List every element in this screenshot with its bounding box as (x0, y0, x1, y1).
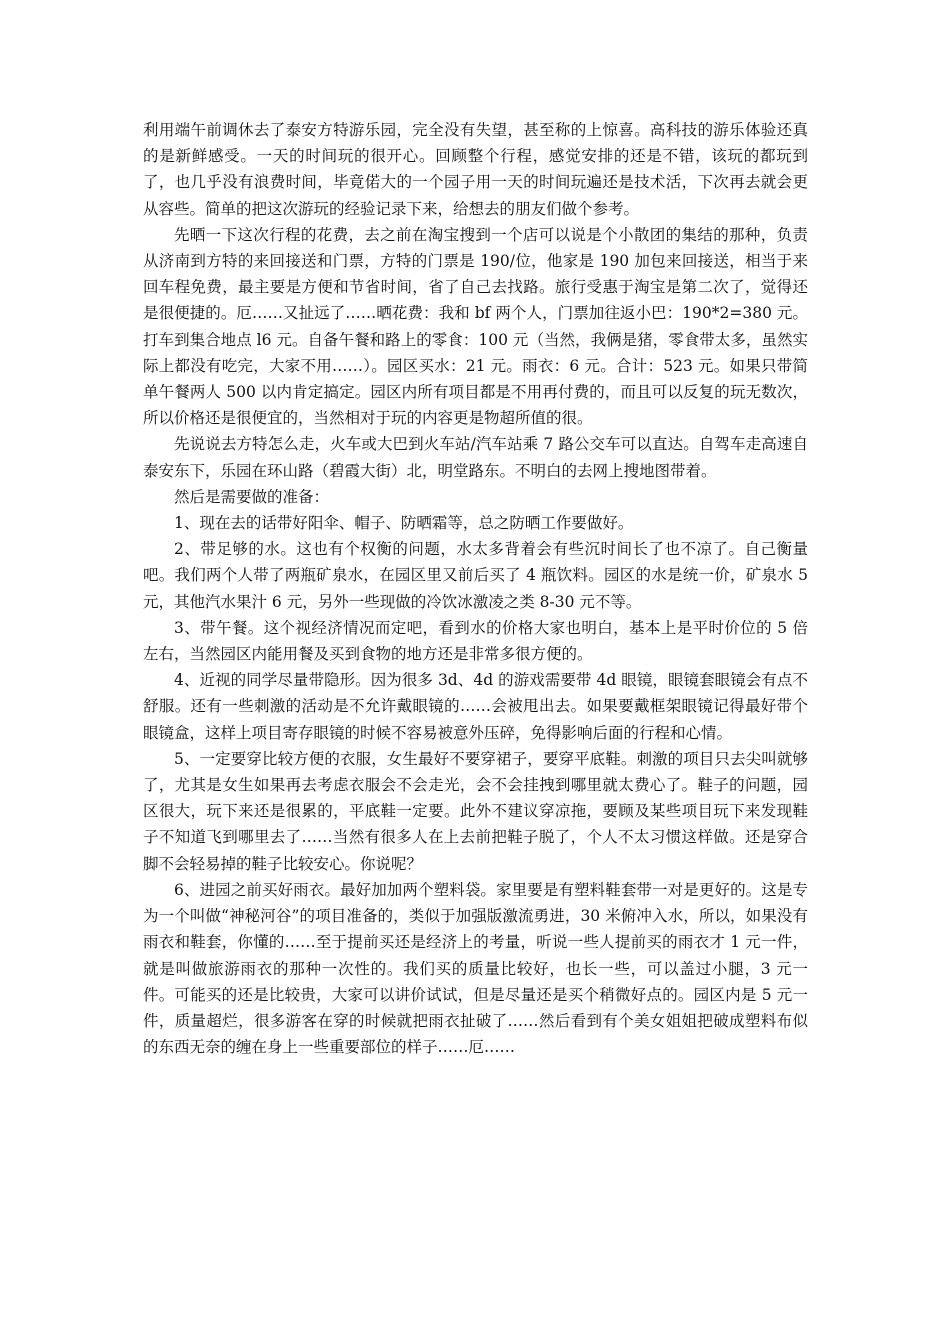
paragraph-preparation-heading: 然后是需要做的准备： (174, 487, 330, 506)
document-body (143, 117, 808, 1060)
paragraph-tip-water: 2、带足够的水。这也有个权衡的问题，水太多背着会有些沉时间长了也不凉了。自己衡量吧。我们两个人带了两瓶矿泉水，在园区里又前后买了 4 瓶饮料。园区的水是统一价，矿泉水 5 元，其他汽水果汁 6 元，另外一些现做的冷饮冰激凌之类 8-30 元不等。 (143, 540, 808, 611)
paragraph-tip-raincoat: 6、进园之前买好雨衣。最好加加两个塑料袋。家里要是有塑料鞋套带一对是更好的。这是专为一个叫做“神秘河谷”的项目准备的，类似于加强版激流勇进，30 米俯冲入水，所以，如果没有雨衣和鞋套，你懂的……至于提前买还是经济上的考量，听说一些人提前买的雨衣才 1 元一件，就是叫做旅游雨衣的那种一次性的。我们买的质量比较好，也长一些，可以盖过小腿，3 元一件。可能买的还是比较贵，大家可以讲价试试，但是尽量还是买个稍微好点的。园区内是 5 元一件，质量超烂，很多游客在穿的时候就把雨衣扯破了……然后看到有个美女姐姐把破成塑料布似的东西无奈的缠在身上一些重要部位的样子……厄…… (143, 880, 808, 1057)
paragraph-tip-lunch: 3、带午餐。这个视经济情况而定吧，看到水的价格大家也明白，基本上是平时价位的 5 倍左右，当然园区内能用餐及买到食物的地方还是非常多很方便的。 (143, 618, 808, 664)
paragraph-tip-sun-protection: 1、现在去的话带好阳伞、帽子、防晒霜等，总之防晒工作要做好。 (174, 514, 634, 533)
paragraph-intro: 利用端午前调休去了泰安方特游乐园，完全没有失望，甚至称的上惊喜。高科技的游乐体验还真的是新鲜感受。一天的时间玩的很开心。回顾整个行程，感觉安排的还是不错，该玩的都玩到了，也几乎没有浪费时间，毕竟偌大的一个园子用一天的时间玩遍还是技术活，下次再去就会更从容些。简单的把这次游玩的经验记录下来，给想去的朋友们做个参考。 (143, 121, 808, 218)
paragraph-directions: 先说说去方特怎么走，火车或大巴到火车站/汽车站乘 7 路公交车可以直达。自驾车走高速自泰安东下，乐园在环山路（碧霞大街）北，明堂路东。不明白的去网上搜地图带着。 (143, 435, 808, 480)
paragraph-costs: 先晒一下这次行程的花费，去之前在淘宝搜到一个店可以说是个小散团的集结的那种，负责从济南到方特的来回接送和门票，方特的门票是 190/位，他家是 190 加包来回接送，相当于来回车程免费，最主要是方便和节省时间，省了自己去找路。旅行受惠于淘宝是第二次了，觉得还是很便捷的。厄……又扯远了……晒花费：我和 bf 两个人，门票加往返小巴：190*2=380 元。打车到集合地点 l6 元。自备午餐和路上的零食：100 元（当然，我俩是猪，零食带太多，虽然实际上都没有吃完，大家不用……）。园区买水：21 元。雨衣：6 元。合计：523 元。如果只带简单午餐两人 500 以内肯定搞定。园区内所有项目都是不用再付费的，而且可以反复的玩无数次，所以价格还是很便宜的，当然相对于玩的内容更是物超所值的很。 (143, 225, 808, 428)
paragraph-tip-clothing: 5、一定要穿比较方便的衣服，女生最好不要穿裙子，要穿平底鞋。刺激的项目只去尖叫就够了，尤其是女生如果再去考虑衣服会不会走光，会不会挂拽到哪里就太费心了。鞋子的问题，园区很大，玩下来还是很累的，平底鞋一定要。此外不建议穿凉拖，要顾及某些项目玩下来发现鞋子不知道飞到哪里去了……当然有很多人在上去前把鞋子脱了，个人不太习惯这样做。还是穿合脚不会轻易掉的鞋子比较安心。你说呢？ (143, 749, 808, 873)
paragraph-tip-glasses: 4、近视的同学尽量带隐形。因为很多 3d、4d 的游戏需要带 4d 眼镜，眼镜套眼镜会有点不舒服。还有一些刺激的活动是不允许戴眼镜的……会被甩出去。如果要戴框架眼镜记得最好带个眼镜盒，这样上项目寄存眼镜的时候不容易被意外压碎，免得影响后面的行程和心情。 (143, 671, 808, 742)
